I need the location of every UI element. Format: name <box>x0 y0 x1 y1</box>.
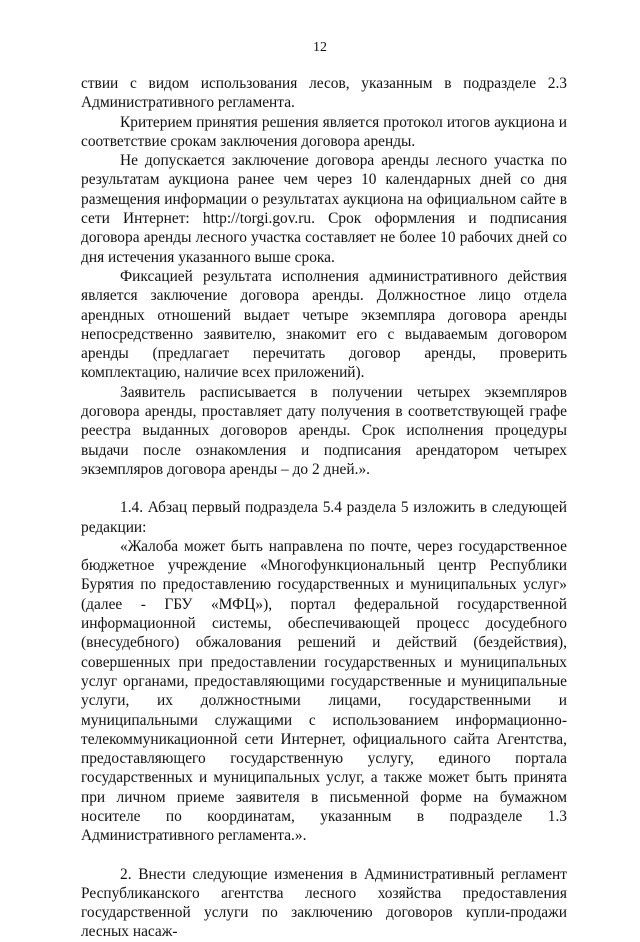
paragraph-lease-timing: Не допускается заключение договора аренды лесного участка по результатам аукциона ранее чем через 10 календарных дней со дня размещения информации о результатах аукциона на официальном сайте в сети Интернет: http://torgi.gov.ru. Срок оформления и подписания договора аренды лесного участка составляет не более 10 рабочих дней со дня истечения указанного выше срока. <box>81 152 567 266</box>
paragraph-complaint-text: «Жалоба может быть направлена по почте, через государственное бюджетное учреждение «Многофункциональный центр Республики Бурятия по предоставлению государственных и муниципальных услуг» (далее - ГБУ «МФЦ»), портал федеральной государственной информационной системы, обеспечивающей процесс досудебного (внесудебного) обжалования решений и действий (бездействия), совершенных при предоставлении государственных и муниципальных услуг органами, предоставляющими государственные и муниципальные услуги, их должностными лицами, государственными и муниципальными служащими с использованием информационно-телекоммуникационной сети Интернет, официального сайта Агентства, предоставляющего государственную услугу, единого портала государственных и муниципальных услуг, а также может быть принята при личном приеме заявителя в письменной форме на бумажном носителе по координатам, указанным в подразделе 1.3 Административного регламента.». <box>81 537 567 845</box>
paragraph-decision-criterion: Критерием принятия решения является протокол итогов аукциона и соответствие срокам заключения договора аренды. <box>81 113 567 150</box>
paragraph-applicant-signature: Заявитель расписывается в получении четырех экземпляров договора аренды, проставляет дату получения в соответствующей графе реестра выданных договоров аренды. Срок исполнения процедуры выдачи после ознакомления и подписания арендатором четырех экземпляров договора аренды – до 2 дней.». <box>81 383 567 478</box>
paragraph-result-fixation: Фиксацией результата исполнения административного действия является заключение договора аренды. Должностное лицо отдела арендных отношений выдает четыре экземпляра договора аренды непосредственно заявителю, знакомит его с выдаваемым договором аренды (предлагает перечитать договор аренды, проверить комплектацию, наличие всех приложений). <box>81 267 567 382</box>
paragraph-continuation: ствии с видом использования лесов, указанным в подразделе 2.3 Административного регламента. <box>81 75 567 112</box>
paragraph-amendment-1-4: 1.4. Абзац первый подраздела 5.4 раздела 5 изложить в следующей редакции: <box>81 499 567 536</box>
paragraph-amendment-2: 2. Внести следующие изменения в Административный регламент Республиканского агентства лесного хозяйства предоставления государственной услуги по заключению договоров купли-продажи лесных насаж- <box>81 865 567 941</box>
document-body <box>81 74 567 942</box>
page-number: 12 <box>313 40 327 55</box>
